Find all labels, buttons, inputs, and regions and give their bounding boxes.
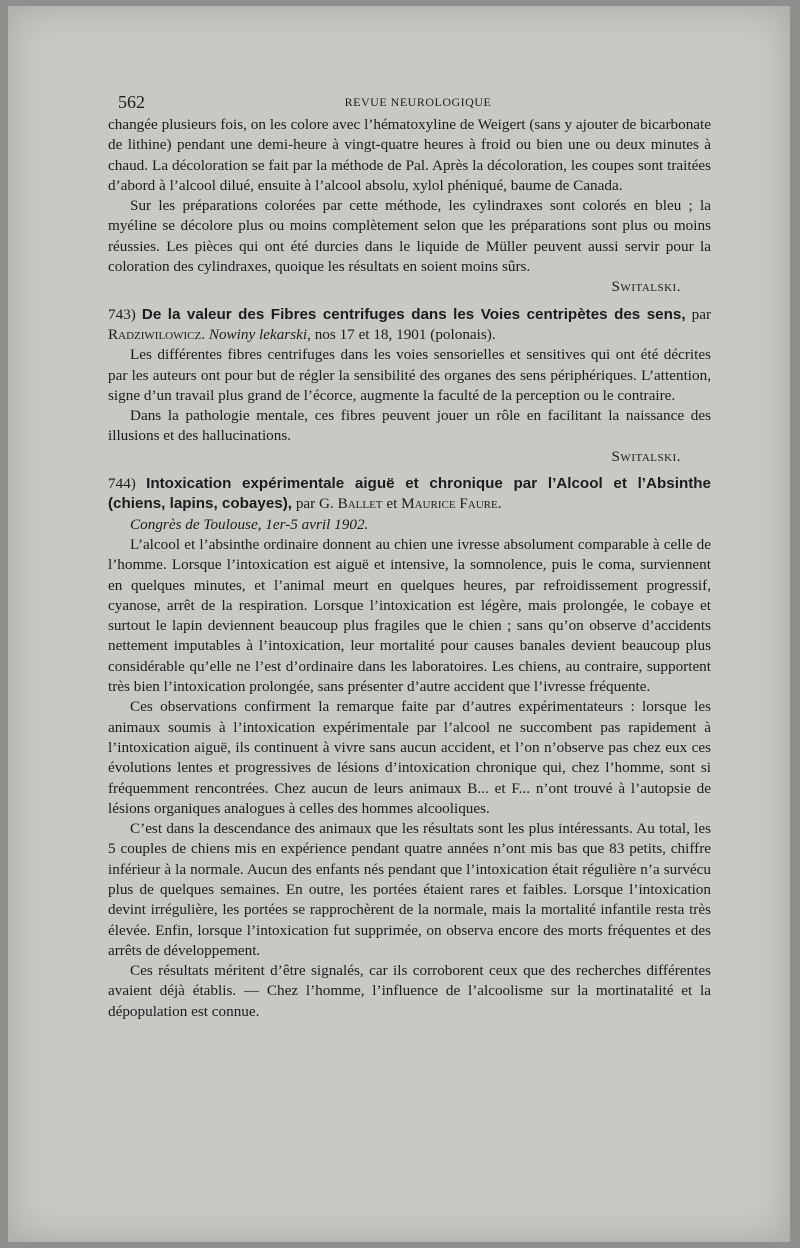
journal-name: Nowiny lekarski, bbox=[208, 325, 311, 343]
paragraph: Dans la pathologie mentale, ces fibres peuvent jouer un rôle en facilitant la naissance des illusions et des hallucinations. bbox=[108, 407, 711, 445]
running-title: REVUE NEUROLOGIQUE bbox=[344, 95, 492, 109]
paragraph: C’est dans la descendance des animaux que les résultats sont les plus intéressants. Au total, les 5 couples de chiens mis en expérience pendant quatre années n’ont mis bas que 83 petits, chiffre inférieur à la normale. Aucun des enfants nés pendant que l’intoxication était régulière n’a survécu plus de quelques semaines. En outre, les portées étaient rares et faibles. Lorsque l’intoxication devint irrégulière, les portées se rapprochèrent de la normale, mais la mortalité infantile resta très élevée. Enfin, lorsque l’intoxication fut supprimée, on observa encore des morts fréquentes et des arrêts de développement. bbox=[108, 820, 711, 959]
entry-heading bbox=[108, 474, 711, 515]
paragraph: Ces résultats méritent d’être signalés, car ils corroborent ceux que des recherches différentes avaient déjà établis. — Chez l’homme, l’influence de l’alcoolisme sur la mortinatalité et la dépopulation est connue. bbox=[108, 962, 711, 1020]
paragraph: L’alcool et l’absinthe ordinaire donnent au chien une ivresse absolument comparable à celle de l’homme. Lorsque l’intoxication est aiguë et intensive, la somnolence, puis le coma, surviennent en quelques minutes, et l’animal meurt en quelques heures, par refroidissement progressif, cyanose, arrêt de la respiration. Lorsque l’intoxication est légère, mais prolongée, le cobaye et surtout le lapin deviennent beaucoup plus fragiles que le chien ; sans qu’on observe d’accidents nettement imputables à l’intoxication, leur mortalité pour causes banales devient beaucoup plus considérable qu’elle ne l’est d’ordinaire dans les laboratoires. Les chiens, au contraire, supportent très bien l’intoxication prolongée, sans présenter d’autre accident que l’ivresse fréquente. bbox=[108, 535, 711, 696]
journal-reference: nos 17 et 18, 1901 (polonais). bbox=[314, 325, 496, 343]
congress-reference: Congrès de Toulouse, 1er-5 avril 1902. bbox=[130, 515, 369, 533]
entry-heading bbox=[108, 305, 711, 346]
entry-number: 744) bbox=[108, 475, 136, 493]
signature: Switalski. bbox=[611, 447, 681, 465]
entry-author: Radziwilowicz. bbox=[108, 325, 206, 343]
entry-author: Maurice Faure. bbox=[401, 495, 502, 513]
page-body bbox=[108, 115, 711, 1022]
by-word: par bbox=[295, 495, 316, 513]
entry-744 bbox=[108, 474, 711, 1022]
paragraph: Ces observations confirment la remarque faite par d’autres expérimentateurs : lorsque les animaux soumis à l’intoxication expérimentale par l’alcool ne succombent pas rapidement à l’intoxication aiguë, ils continuent à vivre sans aucun accident, et l’on n’observe pas chez eux ces évolutions lentes et progressives de lésions d’intoxication chronique qui, chez l’homme, sont si fréquemment rencontrées. Chez aucun de leurs animaux B... et F... n’ont trouvé à l’autopsie de lésions organiques analogues à celles des hommes alcooliques. bbox=[108, 698, 711, 817]
continued-paragraph: changée plusieurs fois, on les colore avec l’hématoxyline de Weigert (sans y ajouter de bicarbonate de lithine) pendant une demi-heure à vingt-quatre heures à froid ou bien une ou deux minutes à chaud. La décoloration se fait par la méthode de Pal. Après la décoloration, les coupes sont traitées d’abord à l’alcool dilué, ensuite à l’alcool absolu, xylol phéniqué, baume de Canada. bbox=[108, 116, 711, 194]
paragraph: Sur les préparations colorées par cette méthode, les cylindraxes sont colorés en bleu ; la myéline se décolore plus ou moins complètement selon que les préparations sont plus ou moins réussies. Les pièces qui ont été durcies dans le liquide de Müller peuvent aussi servir pour la coloration des cylindraxes, quoique les résultats en soient moins sûrs. bbox=[108, 197, 711, 276]
page-header bbox=[118, 92, 718, 114]
entry-title: De la valeur des Fibres centrifuges dans les Voies centripètes des sens, bbox=[141, 305, 686, 323]
entry-743 bbox=[108, 305, 711, 467]
and-word: et bbox=[386, 495, 398, 513]
entry-author: G. Ballet bbox=[319, 495, 383, 513]
entry-title: Intoxication expérimentale aiguë et chronique par l’Alcool et l’Absinthe (chiens, lapins, cobayes), bbox=[108, 475, 711, 513]
entry-number: 743) bbox=[108, 305, 136, 323]
by-word: par bbox=[691, 305, 712, 323]
signature: Switalski. bbox=[611, 278, 681, 296]
paragraph: Les différentes fibres centrifuges dans les voies sensorielles et sensitives qui ont été décrites par les auteurs ont pour but de régler la sensibilité des organes des sens périphériques. L’attention, signe d’un travail plus grand de l’écorce, augmente la faculté de la perception ou le contraire. bbox=[108, 346, 711, 404]
page-number: 562 bbox=[118, 92, 145, 112]
